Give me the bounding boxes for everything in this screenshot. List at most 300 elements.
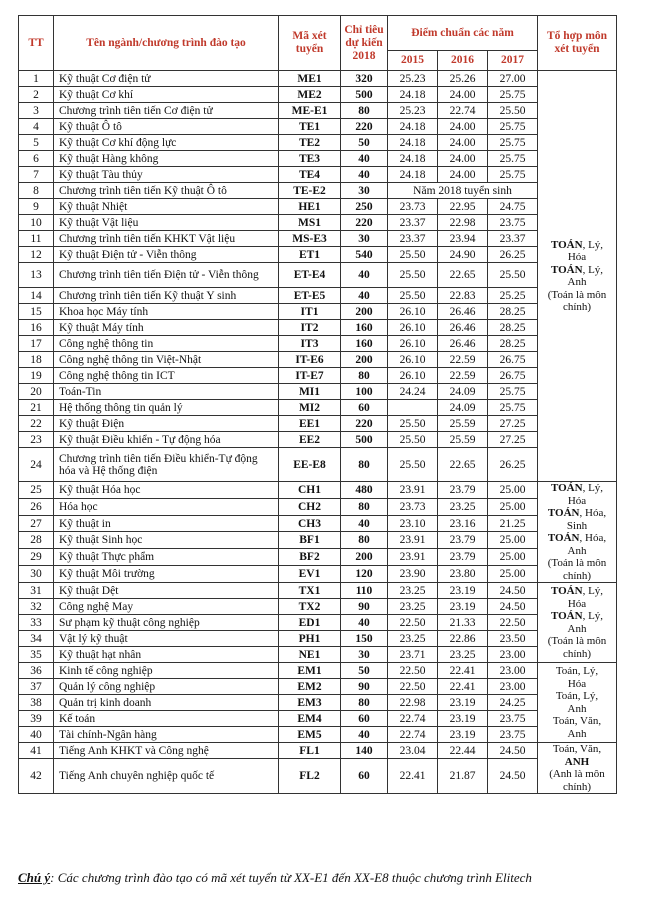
score-2017: 25.00 (488, 498, 538, 515)
program-name: Kỹ thuật Hàng không (54, 151, 279, 167)
admission-code: EM2 (279, 679, 341, 695)
score-2015: 26.10 (388, 320, 438, 336)
row-number: 35 (19, 647, 54, 663)
admission-code: EM1 (279, 663, 341, 679)
quota-2018: 40 (341, 515, 388, 532)
score-2017: 28.25 (488, 336, 538, 352)
score-2015: 23.91 (388, 549, 438, 566)
row-number: 25 (19, 482, 54, 499)
table-row (19, 631, 617, 647)
table-row (19, 199, 617, 215)
table-row (19, 119, 617, 135)
score-2015: 23.37 (388, 215, 438, 231)
row-number: 4 (19, 119, 54, 135)
admission-code: NE1 (279, 647, 341, 663)
table-row (19, 566, 617, 583)
table-row (19, 167, 617, 183)
score-2017: 25.75 (488, 400, 538, 416)
quota-2018: 90 (341, 679, 388, 695)
quota-2018: 30 (341, 647, 388, 663)
quota-2018: 30 (341, 231, 388, 247)
score-2017: 24.75 (488, 199, 538, 215)
score-2015: 23.71 (388, 647, 438, 663)
group-subject-strong: TOÁN (547, 532, 580, 544)
admission-code: ET1 (279, 247, 341, 263)
program-name: Kỹ thuật Nhiệt (54, 199, 279, 215)
row-number: 18 (19, 352, 54, 368)
group-subject: Anh (567, 276, 587, 288)
score-2016: 24.09 (438, 384, 488, 400)
score-2017: 26.25 (488, 247, 538, 263)
admission-code: TE3 (279, 151, 341, 167)
score-2016: 22.98 (438, 215, 488, 231)
admission-code: CH2 (279, 498, 341, 515)
table-row (19, 515, 617, 532)
score-2015: 25.23 (388, 103, 438, 119)
table-row (19, 647, 617, 663)
table-row (19, 743, 617, 759)
quota-2018: 120 (341, 566, 388, 583)
admission-code: FL2 (279, 759, 341, 794)
table-row (19, 679, 617, 695)
program-name: Kỹ thuật Thực phẩm (54, 549, 279, 566)
score-2015: 22.98 (388, 695, 438, 711)
subject-group-g5 (538, 743, 617, 794)
group-subject-strong: TOÁN (550, 482, 583, 494)
program-name: Kỹ thuật hạt nhân (54, 647, 279, 663)
footnote-text: : Các chương trình đào tạo có mã xét tuyển từ XX-E1 đến XX-E8 thuộc chương trình Elitech (50, 870, 532, 885)
header-subject-group: Tổ hợp môn xét tuyển (538, 16, 617, 71)
score-2017: 23.75 (488, 711, 538, 727)
program-name: Chương trình tiên tiến Điện tử - Viễn thông (54, 263, 279, 288)
score-2016: 22.65 (438, 263, 488, 288)
admission-code: IT-E6 (279, 352, 341, 368)
score-2017: 24.50 (488, 743, 538, 759)
footnote (18, 870, 532, 886)
score-2016: 24.09 (438, 400, 488, 416)
group-note: (Toán là môn chính) (547, 288, 607, 313)
admission-code: FL1 (279, 743, 341, 759)
table-row (19, 103, 617, 119)
subject-group-g3 (538, 583, 617, 663)
group-subject: Sinh (566, 519, 588, 532)
quota-2018: 500 (341, 87, 388, 103)
program-name: Quản lý công nghiệp (54, 679, 279, 695)
group-note: (Toán là môn chính) (547, 635, 607, 660)
table-row (19, 336, 617, 352)
admission-code: EV1 (279, 566, 341, 583)
program-name: Chương trình tiên tiến KHKT Vật liệu (54, 231, 279, 247)
score-2017: 27.00 (488, 71, 538, 87)
score-2017: 21.25 (488, 515, 538, 532)
program-name: Kỹ thuật Tàu thủy (54, 167, 279, 183)
score-2015: 25.23 (388, 71, 438, 87)
row-number: 16 (19, 320, 54, 336)
admission-code: MI1 (279, 384, 341, 400)
score-2015: 25.50 (388, 263, 438, 288)
score-2016: 23.19 (438, 599, 488, 615)
score-2017: 25.00 (488, 482, 538, 499)
quota-2018: 80 (341, 498, 388, 515)
score-2017: 22.50 (488, 615, 538, 631)
score-2016: 22.65 (438, 448, 488, 482)
score-2016: 25.59 (438, 416, 488, 432)
table-row (19, 215, 617, 231)
group-subject-strong: TOÁN (547, 507, 580, 519)
quota-2018: 40 (341, 615, 388, 631)
group-subject: , Hóa, (579, 532, 607, 544)
group-subject: , Lý, (582, 263, 604, 276)
score-2015: 26.10 (388, 368, 438, 384)
score-2016: 22.83 (438, 288, 488, 304)
score-2016: 23.25 (438, 498, 488, 515)
admission-code: TE4 (279, 167, 341, 183)
quota-2018: 80 (341, 532, 388, 549)
row-number: 28 (19, 532, 54, 549)
group-subject-strong: ANH (564, 755, 590, 768)
score-2016: 24.00 (438, 151, 488, 167)
quota-2018: 50 (341, 135, 388, 151)
table-row (19, 151, 617, 167)
group-subject: , Lý, (582, 482, 604, 494)
score-2017: 23.75 (488, 215, 538, 231)
group-subject-strong: TOÁN (550, 238, 583, 251)
quota-2018: 160 (341, 320, 388, 336)
program-name: Công nghệ thông tin (54, 336, 279, 352)
table-row (19, 384, 617, 400)
score-2017: 23.00 (488, 679, 538, 695)
score-2016: 22.59 (438, 352, 488, 368)
program-name: Hệ thống thông tin quản lý (54, 400, 279, 416)
table-row (19, 231, 617, 247)
group-note: (Anh là môn chính) (549, 768, 605, 793)
group-subject: Hóa (567, 251, 587, 263)
header-year-2017: 2017 (488, 51, 538, 71)
admission-code: CH1 (279, 482, 341, 499)
row-number: 20 (19, 384, 54, 400)
admission-code: TE1 (279, 119, 341, 135)
score-2015: 26.10 (388, 352, 438, 368)
admission-code: HE1 (279, 199, 341, 215)
score-2015: 22.50 (388, 663, 438, 679)
program-name: Tiếng Anh chuyên nghiệp quốc tế (54, 759, 279, 794)
row-number: 27 (19, 515, 54, 532)
program-name: Kỹ thuật Sinh học (54, 532, 279, 549)
admission-code: MS-E3 (279, 231, 341, 247)
row-number: 14 (19, 288, 54, 304)
row-number: 1 (19, 71, 54, 87)
score-2015: 22.74 (388, 727, 438, 743)
score-2016: 26.46 (438, 304, 488, 320)
quota-2018: 480 (341, 482, 388, 499)
admission-code: IT3 (279, 336, 341, 352)
program-name: Kỹ thuật Máy tính (54, 320, 279, 336)
row-number: 23 (19, 432, 54, 448)
score-2015: 25.50 (388, 448, 438, 482)
table-row (19, 727, 617, 743)
quota-2018: 40 (341, 151, 388, 167)
score-2017: 25.75 (488, 384, 538, 400)
row-number: 13 (19, 263, 54, 288)
group-subject-strong: TOÁN (550, 263, 583, 276)
table-row (19, 532, 617, 549)
admission-code: ET-E4 (279, 263, 341, 288)
score-2015: 23.25 (388, 583, 438, 599)
score-2016: 26.46 (438, 320, 488, 336)
score-2015: 22.74 (388, 711, 438, 727)
group-note: (Toán là môn chính) (547, 557, 607, 582)
quota-2018: 40 (341, 263, 388, 288)
score-2017: 25.50 (488, 103, 538, 119)
program-name: Kỹ thuật Hóa học (54, 482, 279, 499)
row-number: 41 (19, 743, 54, 759)
program-name: Kỹ thuật Vật liệu (54, 215, 279, 231)
quota-2018: 80 (341, 103, 388, 119)
subject-group-g4 (538, 663, 617, 743)
admission-code: BF2 (279, 549, 341, 566)
admission-code: ME2 (279, 87, 341, 103)
quota-2018: 60 (341, 711, 388, 727)
header-quota: Chỉ tiêu dự kiến 2018 (341, 16, 388, 71)
program-name: Hóa học (54, 498, 279, 515)
quota-2018: 220 (341, 416, 388, 432)
score-2015: 22.50 (388, 615, 438, 631)
score-2016: 21.33 (438, 615, 488, 631)
quota-2018: 40 (341, 288, 388, 304)
table-row (19, 352, 617, 368)
row-number: 8 (19, 183, 54, 199)
admission-code: ED1 (279, 615, 341, 631)
table-row (19, 482, 617, 499)
score-2016: 23.94 (438, 231, 488, 247)
table-row (19, 304, 617, 320)
score-2016: 22.95 (438, 199, 488, 215)
group-subject: Toán, Lý, (555, 665, 599, 677)
score-2015: 26.10 (388, 304, 438, 320)
quota-2018: 220 (341, 119, 388, 135)
score-2016: 23.19 (438, 727, 488, 743)
subject-group-g2 (538, 482, 617, 583)
quota-2018: 80 (341, 695, 388, 711)
quota-2018: 200 (341, 304, 388, 320)
score-2016: 22.41 (438, 663, 488, 679)
group-subject: Hóa (567, 677, 587, 690)
admission-table (18, 15, 617, 794)
score-2016: 25.26 (438, 71, 488, 87)
quota-2018: 220 (341, 215, 388, 231)
admission-code: PH1 (279, 631, 341, 647)
program-name: Kỹ thuật Ô tô (54, 119, 279, 135)
admission-code: EM3 (279, 695, 341, 711)
score-2016: 23.79 (438, 549, 488, 566)
score-2017: 26.25 (488, 448, 538, 482)
program-name: Kỹ thuật Điện (54, 416, 279, 432)
admission-code: TX2 (279, 599, 341, 615)
group-subject: Hóa (567, 597, 587, 610)
program-name: Kỹ thuật Môi trường (54, 566, 279, 583)
group-subject-strong: TOÁN (550, 585, 583, 597)
admission-code: MS1 (279, 215, 341, 231)
table-row (19, 400, 617, 416)
table-row (19, 549, 617, 566)
score-2015: 23.90 (388, 566, 438, 583)
score-2016: 23.16 (438, 515, 488, 532)
score-2015: 24.18 (388, 135, 438, 151)
score-2017: 23.37 (488, 231, 538, 247)
admission-code: EE1 (279, 416, 341, 432)
score-2015: 23.25 (388, 631, 438, 647)
score-2015: 23.04 (388, 743, 438, 759)
table-body (19, 71, 617, 794)
score-2015: 23.25 (388, 599, 438, 615)
table-row (19, 583, 617, 599)
score-2016: 22.41 (438, 679, 488, 695)
score-note: Năm 2018 tuyển sinh (388, 183, 538, 199)
table-row (19, 448, 617, 482)
score-2017: 23.00 (488, 663, 538, 679)
quota-2018: 80 (341, 448, 388, 482)
row-number: 5 (19, 135, 54, 151)
table-row (19, 135, 617, 151)
score-2015: 22.50 (388, 679, 438, 695)
table-row (19, 615, 617, 631)
program-name: Quản trị kinh doanh (54, 695, 279, 711)
row-number: 37 (19, 679, 54, 695)
score-2015: 24.18 (388, 119, 438, 135)
quota-2018: 100 (341, 384, 388, 400)
program-name: Kỹ thuật Cơ khí động lực (54, 135, 279, 151)
quota-2018: 60 (341, 400, 388, 416)
score-2015: 24.18 (388, 87, 438, 103)
score-2016: 22.86 (438, 631, 488, 647)
quota-2018: 60 (341, 759, 388, 794)
program-name: Kỹ thuật Cơ khí (54, 87, 279, 103)
row-number: 11 (19, 231, 54, 247)
admission-code: IT-E7 (279, 368, 341, 384)
program-name: Kinh tế công nghiệp (54, 663, 279, 679)
table-row (19, 263, 617, 288)
score-2017: 25.00 (488, 549, 538, 566)
row-number: 31 (19, 583, 54, 599)
group-subject-strong: TOÁN (550, 610, 583, 622)
subject-group-g1 (538, 71, 617, 482)
score-2015: 24.18 (388, 167, 438, 183)
score-2017: 25.75 (488, 87, 538, 103)
quota-2018: 320 (341, 71, 388, 87)
score-2016: 24.00 (438, 167, 488, 183)
score-2015 (388, 400, 438, 416)
group-subject: Anh (567, 622, 587, 635)
program-name: Chương trình tiên tiến Điều khiển-Tự động hóa và Hệ thống điện (54, 448, 279, 482)
admission-code: EE-E8 (279, 448, 341, 482)
admission-code: BF1 (279, 532, 341, 549)
score-2017: 26.75 (488, 352, 538, 368)
program-name: Chương trình tiên tiến Kỹ thuật Ô tô (54, 183, 279, 199)
admission-code: IT2 (279, 320, 341, 336)
score-2016: 22.44 (438, 743, 488, 759)
table-row (19, 695, 617, 711)
row-number: 3 (19, 103, 54, 119)
score-2015: 22.41 (388, 759, 438, 794)
table-row (19, 663, 617, 679)
score-2015: 24.24 (388, 384, 438, 400)
table-row (19, 416, 617, 432)
admission-code: EM4 (279, 711, 341, 727)
admission-code: ME1 (279, 71, 341, 87)
score-2015: 25.50 (388, 247, 438, 263)
quota-2018: 540 (341, 247, 388, 263)
score-2016: 23.80 (438, 566, 488, 583)
score-2017: 23.00 (488, 647, 538, 663)
row-number: 42 (19, 759, 54, 794)
score-2017: 24.50 (488, 583, 538, 599)
group-subject: Toán, Văn, (552, 715, 602, 727)
score-2017: 25.75 (488, 119, 538, 135)
score-2016: 24.00 (438, 135, 488, 151)
program-name: Kỹ thuật Dệt (54, 583, 279, 599)
score-2016: 26.46 (438, 336, 488, 352)
score-2017: 23.50 (488, 631, 538, 647)
score-2016: 23.79 (438, 532, 488, 549)
score-2016: 23.19 (438, 711, 488, 727)
score-2017: 25.75 (488, 151, 538, 167)
program-name: Chương trình tiên tiến Kỹ thuật Y sinh (54, 288, 279, 304)
header-year-2016: 2016 (438, 51, 488, 71)
score-2015: 25.50 (388, 416, 438, 432)
quota-2018: 30 (341, 183, 388, 199)
program-name: Tài chính-Ngân hàng (54, 727, 279, 743)
score-2017: 28.25 (488, 320, 538, 336)
table-row (19, 432, 617, 448)
table-row (19, 320, 617, 336)
table-row (19, 247, 617, 263)
score-2015: 23.91 (388, 532, 438, 549)
program-name: Kỹ thuật Điện tử - Viễn thông (54, 247, 279, 263)
program-name: Toán-Tin (54, 384, 279, 400)
score-2016: 22.59 (438, 368, 488, 384)
quota-2018: 40 (341, 727, 388, 743)
group-subject: , Lý, (582, 585, 604, 597)
score-2016: 24.90 (438, 247, 488, 263)
score-2017: 25.75 (488, 167, 538, 183)
quota-2018: 200 (341, 352, 388, 368)
admission-code: EM5 (279, 727, 341, 743)
quota-2018: 110 (341, 583, 388, 599)
program-name: Kỹ thuật Điều khiển - Tự động hóa (54, 432, 279, 448)
admission-code: ET-E5 (279, 288, 341, 304)
score-2015: 25.50 (388, 432, 438, 448)
quota-2018: 500 (341, 432, 388, 448)
group-subject: Anh (567, 544, 587, 557)
row-number: 36 (19, 663, 54, 679)
score-2016: 23.19 (438, 583, 488, 599)
admission-code: TE2 (279, 135, 341, 151)
score-2017: 24.50 (488, 759, 538, 794)
score-2016: 21.87 (438, 759, 488, 794)
quota-2018: 150 (341, 631, 388, 647)
footnote-label: Chú ý (18, 870, 51, 885)
admission-table-sheet (18, 15, 616, 794)
row-number: 38 (19, 695, 54, 711)
score-2015: 23.91 (388, 482, 438, 499)
admission-code: CH3 (279, 515, 341, 532)
score-2017: 25.25 (488, 288, 538, 304)
score-2015: 23.10 (388, 515, 438, 532)
program-name: Sư phạm kỹ thuật công nghiệp (54, 615, 279, 631)
quota-2018: 200 (341, 549, 388, 566)
row-number: 26 (19, 498, 54, 515)
quota-2018: 50 (341, 663, 388, 679)
